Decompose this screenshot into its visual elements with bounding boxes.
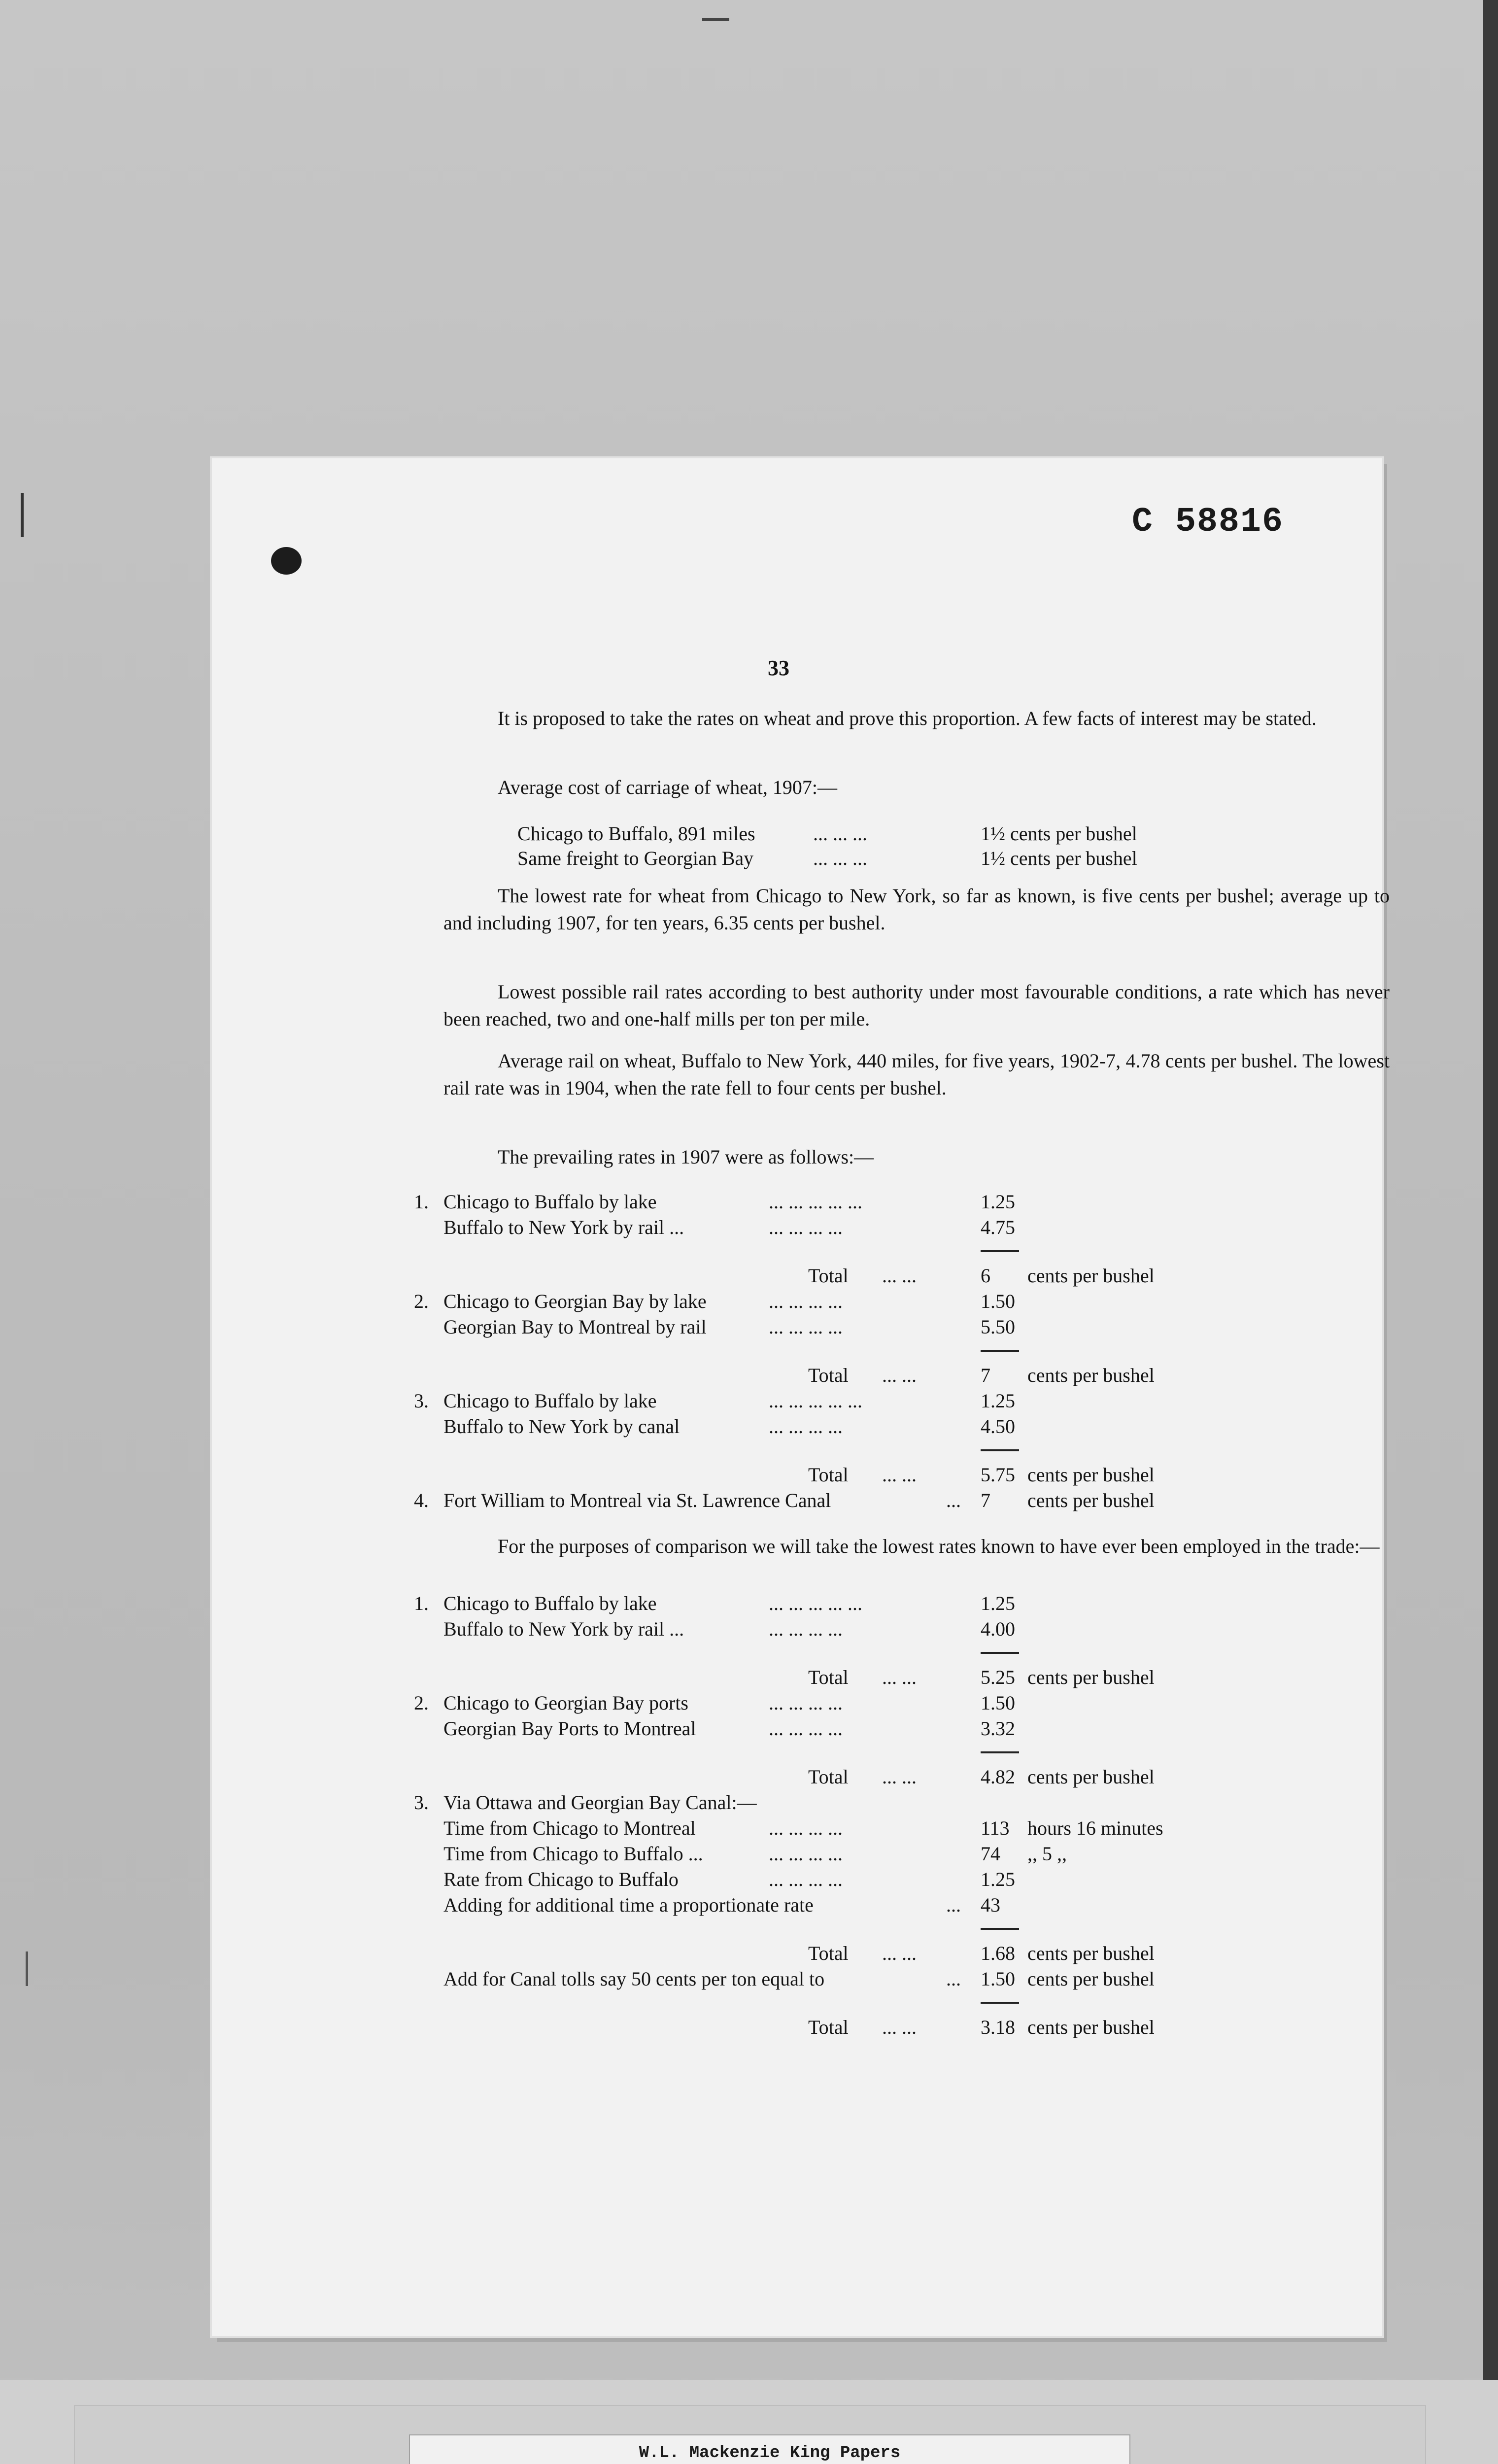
row-unit: cents per bushel xyxy=(1027,1766,1155,1788)
row-label: Chicago to Georgian Bay by lake xyxy=(443,1290,707,1312)
leader-dots: ... ... ... ... xyxy=(769,1843,843,1865)
paragraph xyxy=(443,705,1390,732)
row-value: 5.50 xyxy=(981,1316,1015,1338)
leader-dots: ... ... ... xyxy=(813,847,867,869)
row-label: Buffalo to New York by rail ... xyxy=(443,1216,684,1238)
row-value: 1.25 xyxy=(981,1868,1015,1890)
item-number: 4. xyxy=(414,1489,429,1511)
paragraph-text: Lowest possible rail rates according to best authority under most favourable conditions, a rate which has never been reached, two and one-half mills per ton per mile. xyxy=(443,981,1390,1030)
leader-dots: ... ... ... ... ... xyxy=(769,1390,862,1412)
paragraph-text: The prevailing rates in 1907 were as follows:— xyxy=(498,1146,874,1168)
row-value: 74 xyxy=(981,1843,1000,1865)
total-label: Total xyxy=(808,1464,849,1486)
collection-label xyxy=(409,2434,1130,2464)
film-scratch xyxy=(21,493,24,537)
paragraph-text: Average rail on wheat, Buffalo to New York, 440 miles, for five years, 1902-7, 4.78 cents per bushel. The lowest rail rate was in 1904, when the rate fell to four cents per bushel. xyxy=(443,1050,1390,1099)
film-scratch xyxy=(26,1951,28,1986)
row-value: 3.32 xyxy=(981,1717,1015,1740)
row-value: 1.25 xyxy=(981,1592,1015,1614)
leader-dots: ... ... xyxy=(882,1364,917,1386)
row-value: 1.25 xyxy=(981,1191,1015,1213)
paragraph xyxy=(443,1533,1390,1560)
paragraph-text: For the purposes of comparison we will take the lowest rates known to have ever been employed in the trade:— xyxy=(498,1535,1380,1557)
leader-dots: ... ... xyxy=(882,1766,917,1788)
item-number: 3. xyxy=(414,1791,429,1814)
row-label: Buffalo to New York by rail ... xyxy=(443,1618,684,1640)
punch-hole xyxy=(271,547,302,575)
row-value: 1.50 xyxy=(981,1692,1015,1714)
item-number: 1. xyxy=(414,1592,429,1614)
row-unit: cents per bushel xyxy=(1027,1942,1155,1964)
row-value: 6 xyxy=(981,1265,990,1287)
total-rule xyxy=(981,2002,1019,2004)
row-label: Time from Chicago to Montreal xyxy=(443,1817,696,1839)
film-mark xyxy=(702,18,729,21)
rate-value: 1½ cents per bushel xyxy=(981,822,1137,845)
row-unit: cents per bushel xyxy=(1027,1464,1155,1486)
total-label: Total xyxy=(808,1364,849,1386)
row-value: 5.75 xyxy=(981,1464,1015,1486)
row-value: 4.75 xyxy=(981,1216,1015,1238)
row-value: 1.68 xyxy=(981,1942,1015,1964)
row-label: Adding for additional time a proportionate rate xyxy=(443,1894,814,1916)
row-label: Via Ottawa and Georgian Bay Canal:— xyxy=(443,1791,757,1814)
row-label: Chicago to Georgian Bay ports xyxy=(443,1692,688,1714)
leader-dots: ... ... xyxy=(882,1464,917,1486)
total-label: Total xyxy=(808,1942,849,1964)
total-rule xyxy=(981,1928,1019,1930)
total-label: Total xyxy=(808,1265,849,1287)
row-unit: hours 16 minutes xyxy=(1027,1817,1163,1839)
item-number: 1. xyxy=(414,1191,429,1213)
row-value: 1.50 xyxy=(981,1290,1015,1312)
row-value: 4.00 xyxy=(981,1618,1015,1640)
total-label: Total xyxy=(808,2016,849,2038)
leader-dots: ... ... ... xyxy=(813,822,867,845)
row-unit: cents per bushel xyxy=(1027,1666,1155,1688)
reference-number: C 58816 xyxy=(1131,503,1284,542)
row-unit: ,, 5 ,, xyxy=(1027,1843,1067,1865)
leader-dots: ... ... ... ... ... xyxy=(769,1592,862,1614)
row-unit: cents per bushel xyxy=(1027,1968,1155,1990)
total-rule xyxy=(981,1250,1019,1252)
paragraph xyxy=(443,1143,1390,1170)
leader-dots: ... ... xyxy=(882,1666,917,1688)
row-unit: cents per bushel xyxy=(1027,2016,1155,2038)
row-label: Georgian Bay Ports to Montreal xyxy=(443,1717,696,1740)
leader-dots: ... ... ... ... xyxy=(769,1415,843,1437)
total-label: Total xyxy=(808,1766,849,1788)
page-number: 33 xyxy=(768,656,789,680)
row-unit: cents per bushel xyxy=(1027,1489,1155,1511)
row-value: 1.50 xyxy=(981,1968,1015,1990)
leader-dots: ... ... ... ... xyxy=(769,1692,843,1714)
row-value: 4.50 xyxy=(981,1415,1015,1437)
row-value: 43 xyxy=(981,1894,1000,1916)
row-value: 3.18 xyxy=(981,2016,1015,2038)
paragraph xyxy=(443,1047,1390,1101)
row-value: 7 xyxy=(981,1489,990,1511)
item-number: 3. xyxy=(414,1390,429,1412)
leader-dots: ... ... xyxy=(882,1265,917,1287)
item-number: 2. xyxy=(414,1692,429,1714)
collection-name: W.L. Mackenzie King Papers xyxy=(639,2444,901,2463)
row-label: Add for Canal tolls say 50 cents per ton equal to xyxy=(443,1968,825,1990)
leader-dots: ... ... xyxy=(882,1942,917,1964)
row-value: 113 xyxy=(981,1817,1010,1839)
row-label: Chicago to Buffalo by lake xyxy=(443,1592,657,1614)
total-rule xyxy=(981,1652,1019,1654)
row-label: Chicago to Buffalo by lake xyxy=(443,1191,657,1213)
paragraph-text: Average cost of carriage of wheat, 1907:— xyxy=(498,776,837,798)
film-edge xyxy=(1483,0,1498,2464)
row-value: 7 xyxy=(981,1364,990,1386)
paragraph-text: The lowest rate for wheat from Chicago to New York, so far as known, is five cents per bushel; average up to and including 1907, for ten years, 6.35 cents per bushel. xyxy=(443,885,1390,934)
leader-dots: ... xyxy=(946,1968,961,1990)
row-label: Fort William to Montreal via St. Lawrence Canal xyxy=(443,1489,831,1511)
leader-dots: ... ... xyxy=(882,2016,917,2038)
leader-dots: ... ... ... ... xyxy=(769,1817,843,1839)
paragraph xyxy=(443,882,1390,936)
row-label: Time from Chicago to Buffalo ... xyxy=(443,1843,703,1865)
route-label: Chicago to Buffalo, 891 miles xyxy=(517,822,755,845)
leader-dots: ... ... ... ... xyxy=(769,1316,843,1338)
leader-dots: ... ... ... ... xyxy=(769,1216,843,1238)
row-label: Buffalo to New York by canal xyxy=(443,1415,680,1437)
row-label: Rate from Chicago to Buffalo xyxy=(443,1868,679,1890)
paragraph xyxy=(443,774,1390,801)
paragraph-text: It is proposed to take the rates on wheat and prove this proportion. A few facts of interest may be stated. xyxy=(498,707,1317,729)
row-label: Georgian Bay to Montreal by rail xyxy=(443,1316,707,1338)
total-rule xyxy=(981,1350,1019,1352)
leader-dots: ... ... ... ... xyxy=(769,1290,843,1312)
leader-dots: ... xyxy=(946,1894,961,1916)
leader-dots: ... ... ... ... xyxy=(769,1618,843,1640)
row-value: 4.82 xyxy=(981,1766,1015,1788)
row-value: 1.25 xyxy=(981,1390,1015,1412)
paragraph xyxy=(443,978,1390,1032)
row-value: 5.25 xyxy=(981,1666,1015,1688)
rate-value: 1½ cents per bushel xyxy=(981,847,1137,869)
route-label: Same freight to Georgian Bay xyxy=(517,847,754,869)
row-unit: cents per bushel xyxy=(1027,1265,1155,1287)
total-label: Total xyxy=(808,1666,849,1688)
leader-dots: ... ... ... ... xyxy=(769,1868,843,1890)
leader-dots: ... ... ... ... xyxy=(769,1717,843,1740)
row-unit: cents per bushel xyxy=(1027,1364,1155,1386)
total-rule xyxy=(981,1449,1019,1451)
leader-dots: ... ... ... ... ... xyxy=(769,1191,862,1213)
document-page xyxy=(212,458,1390,2336)
leader-dots: ... xyxy=(946,1489,961,1511)
item-number: 2. xyxy=(414,1290,429,1312)
total-rule xyxy=(981,1751,1019,1753)
row-label: Chicago to Buffalo by lake xyxy=(443,1390,657,1412)
